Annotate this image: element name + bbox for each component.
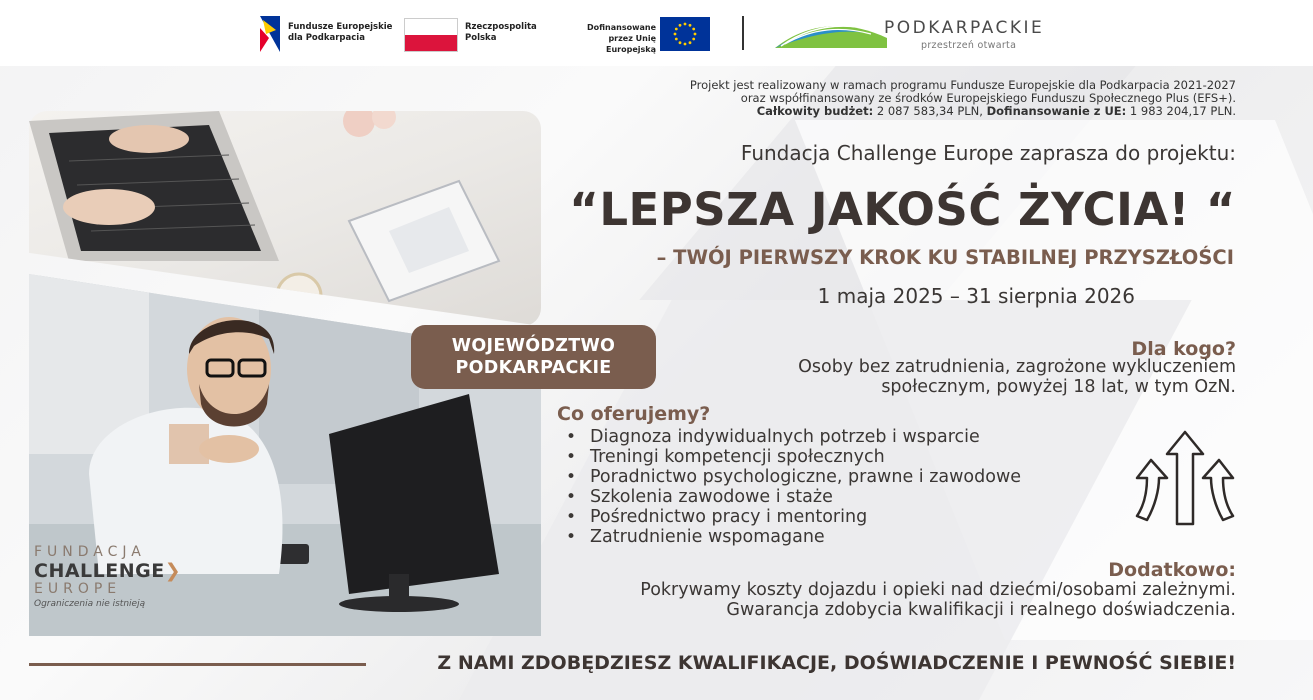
for-who-text: Osoby bez zatrudnienia, zagrożone wykluczeniem społecznym, powyżej 18 lat, w tym OzN. xyxy=(798,357,1236,397)
chevron-right-icon: ❯ xyxy=(164,560,182,582)
list-item: • Szkolenia zawodowe i staże xyxy=(566,487,1021,507)
fundacja-logo xyxy=(34,545,194,611)
extra-heading: Dodatkowo: xyxy=(1108,559,1236,581)
pl-flag-icon xyxy=(404,18,458,52)
extra-line1: Pokrywamy koszty dojazdu i opieki nad dziećmi/osobami zależnymi. xyxy=(640,580,1236,600)
list-item: • Treningi kompetencji społecznych xyxy=(566,447,1021,467)
podkarpackie-logo-subtitle: przestrzeń otwarta xyxy=(921,40,1017,51)
fe-logo-text: Fundusze Europejskie dla Podkarpacia xyxy=(288,22,393,43)
fundacja-logo-line1: FUNDACJA xyxy=(34,544,146,560)
rp-logo-text: Rzeczpospolita Polska xyxy=(465,22,537,43)
fundacja-logo-tagline: Ograniczenia nie istnieją xyxy=(34,599,146,609)
fundacja-logo-line3: EUROPE xyxy=(34,581,122,597)
project-dates: 1 maja 2025 – 31 sierpnia 2026 xyxy=(817,284,1135,308)
three-up-arrows-icon xyxy=(1133,430,1237,526)
list-item: • Pośrednictwo pracy i mentoring xyxy=(566,507,1021,527)
region-badge-line1: WOJEWÓDZTWO xyxy=(451,336,616,356)
ue-logo-text: Dofinansowane przez Unię Europejską xyxy=(586,23,656,54)
extra-text xyxy=(536,580,1236,620)
list-item: • Diagnoza indywidualnych potrzeb i wsparcie xyxy=(566,427,1021,447)
project-info-line2: oraz współfinansowany ze środków Europejskiego Funduszu Społecznego Plus (EFS+). xyxy=(740,91,1236,105)
logo-bar xyxy=(0,0,1313,66)
page-title: “LEPSZA JAKOŚĆ ŻYCIA! “ xyxy=(569,183,1236,236)
logo-separator xyxy=(742,16,744,50)
for-who-heading: Dla kogo? xyxy=(1131,338,1236,360)
podkarpackie-logo-icon xyxy=(775,14,893,52)
offer-list xyxy=(566,427,1021,547)
fe-logo-icon xyxy=(260,16,280,52)
eu-flag-icon xyxy=(660,17,710,51)
project-info-line1: Projekt jest realizowany w ramach programu Fundusze Europejskie dla Podkarpacia 2021-2027 xyxy=(689,78,1236,92)
region-badge xyxy=(411,325,656,389)
project-budget: Całkowity budżet: 2 087 583,34 PLN, Dofinansowanie z UE: 1 983 204,17 PLN. xyxy=(756,104,1236,118)
fundacja-logo-line2: CHALLENGE❯ xyxy=(34,560,182,582)
invite-text: Fundacja Challenge Europe zaprasza do projektu: xyxy=(740,141,1236,165)
podkarpackie-logo-title: PODKARPACKIE xyxy=(884,18,1045,38)
footer-slogan: Z NAMI ZDOBĘDZIESZ KWALIFIKACJE, DOŚWIADCZENIE I PEWNOŚĆ SIEBIE! xyxy=(437,652,1236,674)
region-badge-line2: PODKARPACKIE xyxy=(455,358,612,378)
project-info xyxy=(536,79,1236,118)
page-subtitle: – TWÓJ PIERWSZY KROK KU STABILNEJ PRZYSZŁOŚCI xyxy=(656,246,1234,269)
offer-heading: Co oferujemy? xyxy=(557,403,711,425)
list-item: • Poradnictwo psychologiczne, prawne i zawodowe xyxy=(566,467,1021,487)
footer-divider xyxy=(29,663,366,666)
extra-line2: Gwarancja zdobycia kwalifikacji i realnego doświadczenia. xyxy=(726,600,1236,620)
list-item: • Zatrudnienie wspomagane xyxy=(566,527,1021,547)
